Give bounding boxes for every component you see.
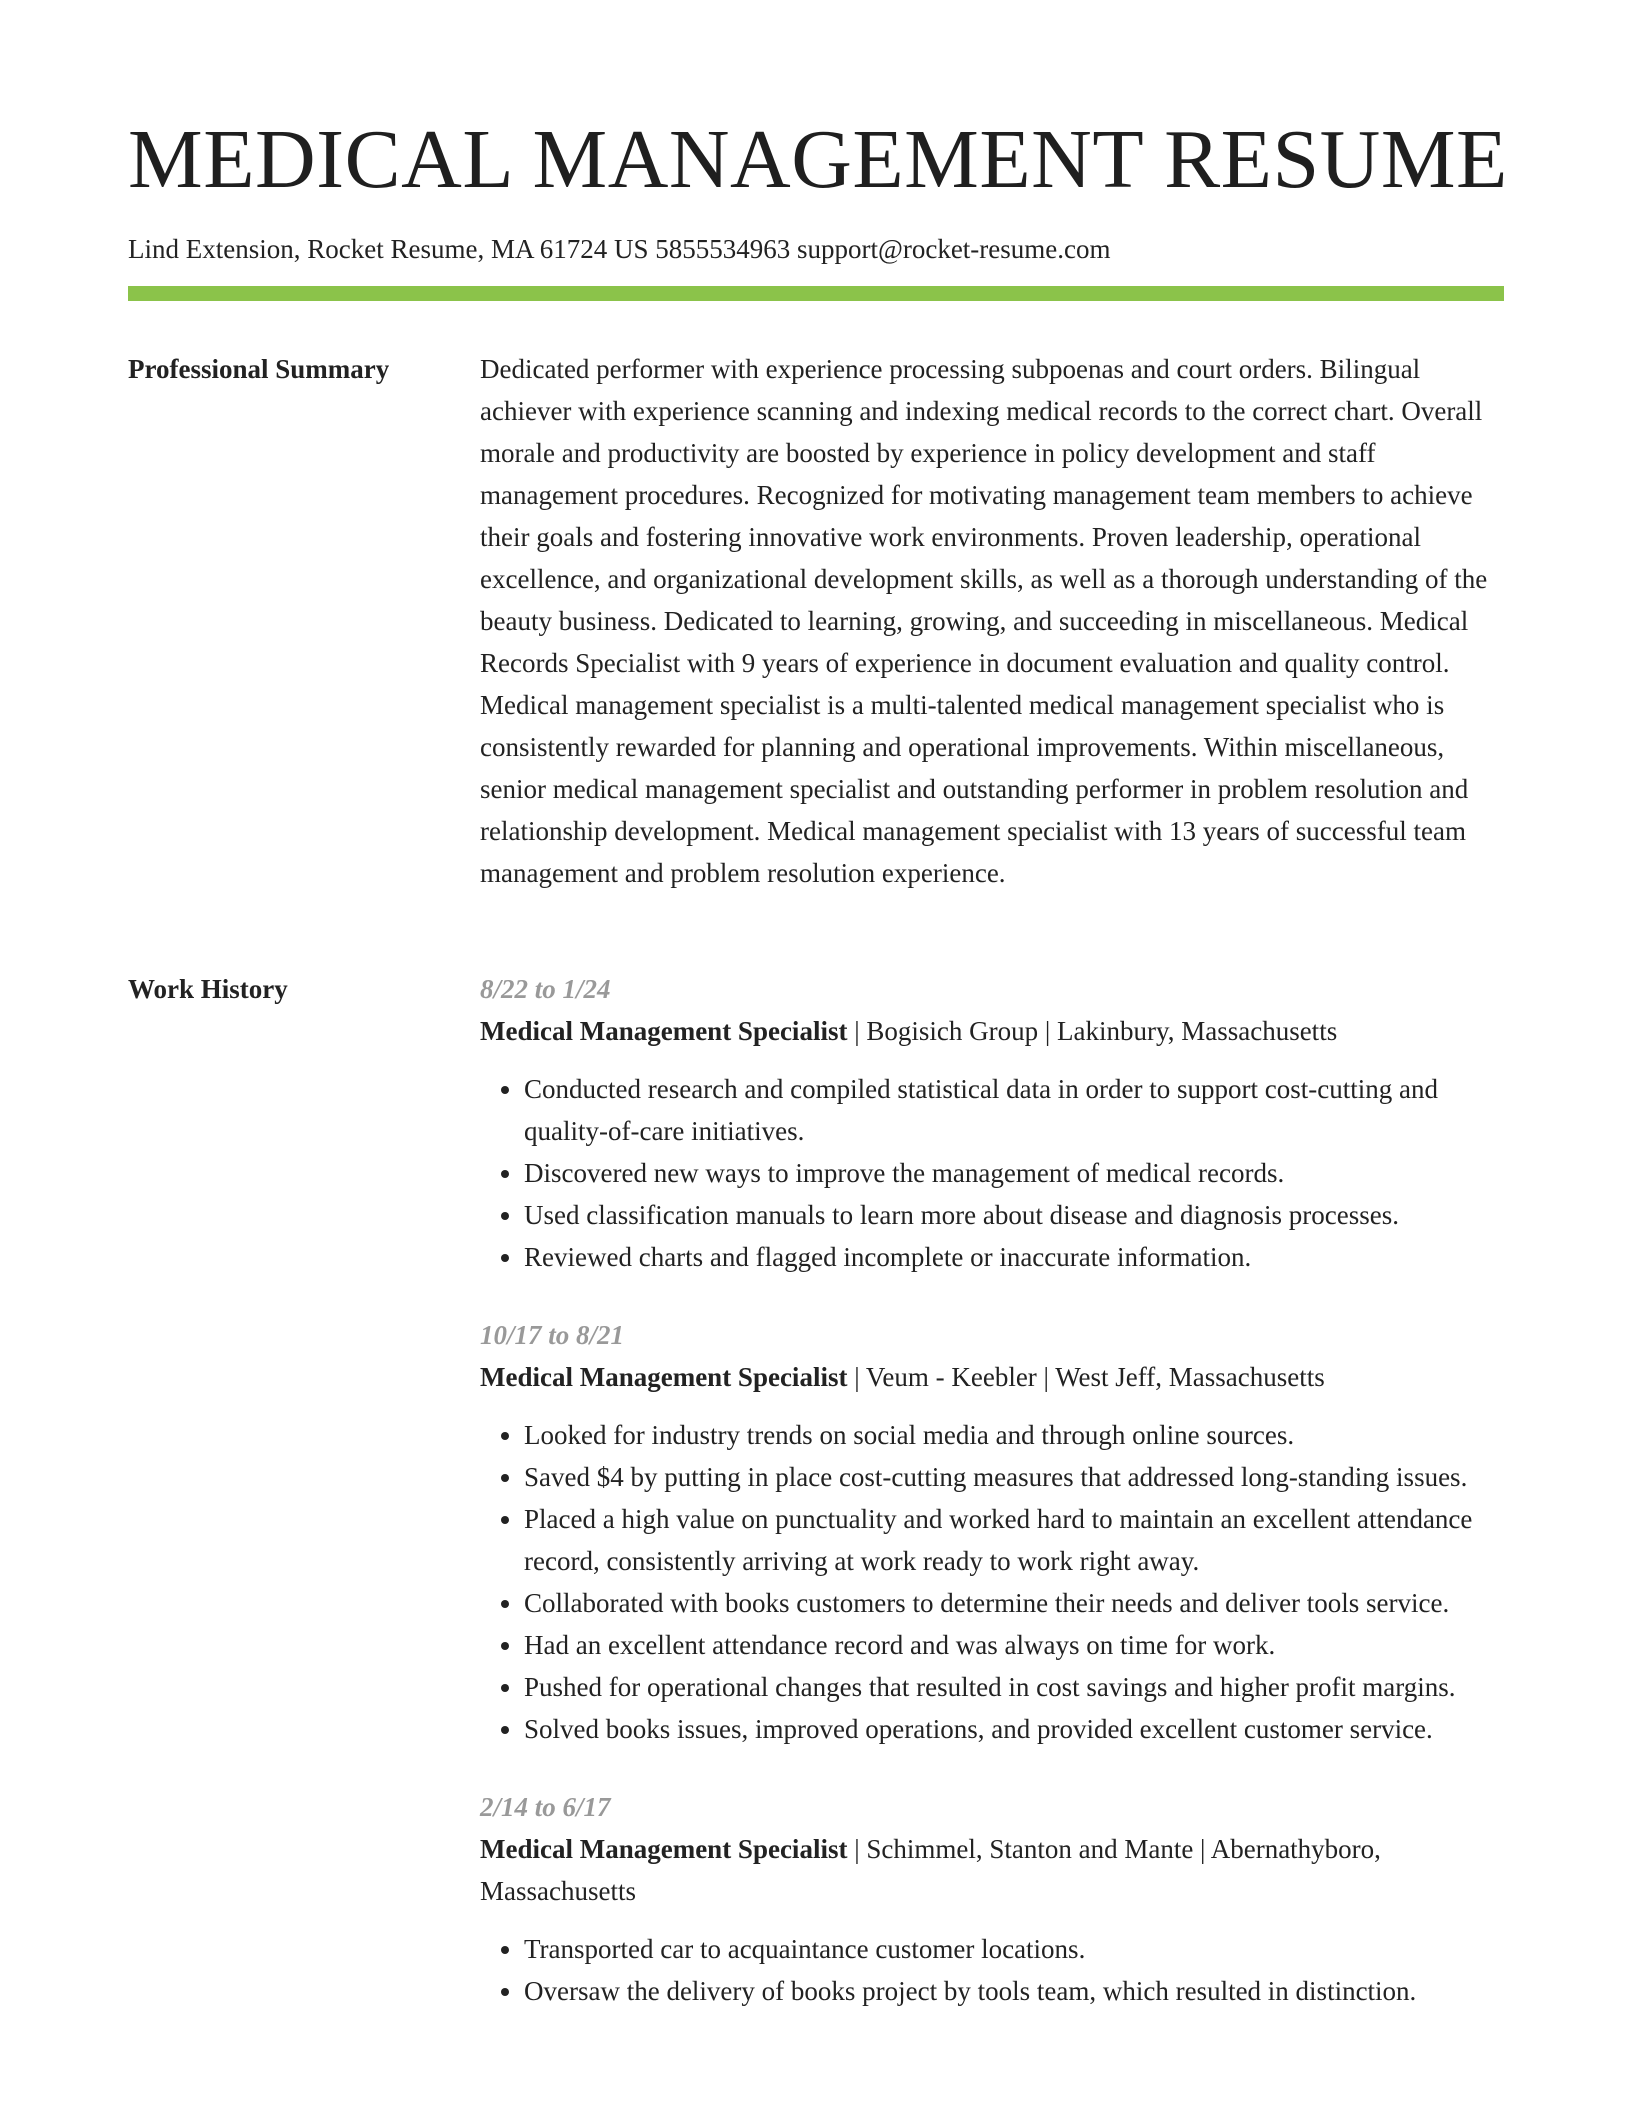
job-heading-line — [480, 1010, 1504, 1052]
job-dates: 2/14 to 6/17 — [480, 1792, 611, 1822]
job-bullet: • Conducted research and compiled statistical data in order to support cost-cutting and quality-of-care initiatives. — [524, 1068, 1504, 1152]
job-dates: 8/22 to 1/24 — [480, 974, 611, 1004]
job-bullet-list — [480, 1928, 1504, 2012]
job-details: | Schimmel, Stanton and Mante | Abernathyboro, Massachusetts — [480, 1834, 1381, 1906]
summary-body — [480, 348, 1504, 894]
resume-title: MEDICAL MANAGEMENT RESUME — [128, 113, 1508, 206]
job-bullet: • Looked for industry trends on social media and through online sources. — [524, 1414, 1504, 1456]
summary-heading: Professional Summary — [128, 354, 390, 384]
job-bullet: • Placed a high value on punctuality and worked hard to maintain an excellent attendance record, consistently arriving at work ready to work right away. — [524, 1498, 1504, 1582]
job-title: Medical Management Specialist — [480, 1834, 848, 1864]
work-history-body — [480, 968, 1504, 2048]
job-bullet: • Solved books issues, improved operations, and provided excellent customer service. — [524, 1708, 1504, 1750]
job-heading-line — [480, 1356, 1504, 1398]
job-bullet: • Reviewed charts and flagged incomplete or inaccurate information. — [524, 1236, 1504, 1278]
job-bullet: • Discovered new ways to improve the management of medical records. — [524, 1152, 1504, 1194]
job-entry — [480, 1314, 1504, 1750]
contact-line: Lind Extension, Rocket Resume, MA 61724 US 5855534963 support@rocket-resume.com — [128, 234, 1111, 264]
job-entry — [480, 968, 1504, 1278]
job-dates: 10/17 to 8/21 — [480, 1320, 625, 1350]
job-bullet: • Saved $4 by putting in place cost-cutting measures that addressed long-standing issues. — [524, 1456, 1504, 1498]
job-details: | Bogisich Group | Lakinbury, Massachusetts — [847, 1016, 1338, 1046]
job-bullet: • Pushed for operational changes that resulted in cost savings and higher profit margins. — [524, 1666, 1504, 1708]
job-bullet: • Used classification manuals to learn more about disease and diagnosis processes. — [524, 1194, 1504, 1236]
job-bullet-list — [480, 1414, 1504, 1750]
job-heading-line — [480, 1828, 1504, 1912]
job-entry — [480, 1786, 1504, 2012]
job-bullet: • Collaborated with books customers to determine their needs and deliver tools service. — [524, 1582, 1504, 1624]
job-bullet: • Oversaw the delivery of books project by tools team, which resulted in distinction. — [524, 1970, 1504, 2012]
job-title: Medical Management Specialist — [480, 1362, 848, 1392]
job-details: | Veum - Keebler | West Jeff, Massachusetts — [847, 1362, 1325, 1392]
work-history-heading: Work History — [128, 974, 288, 1004]
job-bullet: • Had an excellent attendance record and was always on time for work. — [524, 1624, 1504, 1666]
job-title: Medical Management Specialist — [480, 1016, 848, 1046]
job-bullet-list — [480, 1068, 1504, 1278]
summary-text: Dedicated performer with experience processing subpoenas and court orders. Bilingual achiever with experience scanning and indexing medical records to the correct chart. Overall morale and productivity are boosted by experience in policy development and staff management procedures. Recognized for motivating management team members to achieve their goals and fostering innovative work environments. Proven leadership, operational excellence, and organizational development skills, as well as a thorough understanding of the beauty business. Dedicated to learning, growing, and succeeding in miscellaneous. Medical Records Specialist with 9 years of experience in document evaluation and quality control. Medical management specialist is a multi-talented medical management specialist who is consistently rewarded for planning and operational improvements. Within miscellaneous, senior medical management specialist and outstanding performer in problem resolution and relationship development. Medical management specialist with 13 years of successful team management and problem resolution experience. — [480, 354, 1488, 888]
job-bullet: • Transported car to acquaintance customer locations. — [524, 1928, 1504, 1970]
accent-divider — [128, 286, 1504, 301]
